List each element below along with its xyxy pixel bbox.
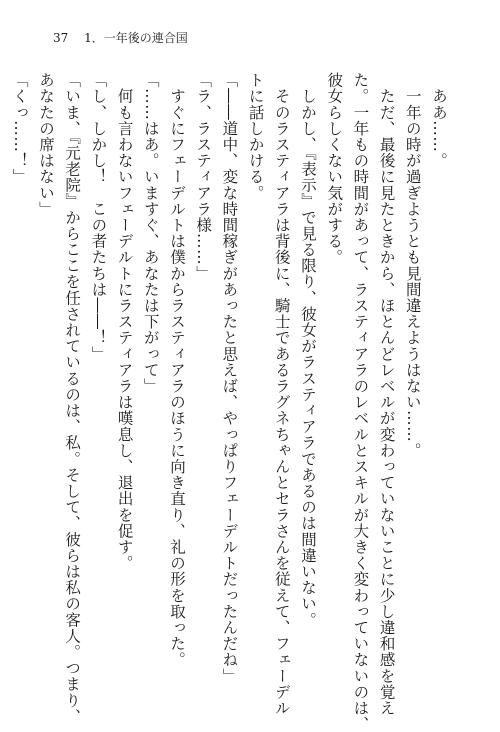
text-line: 彼女らしくない気がする。	[325, 72, 344, 266]
text-line: すぐにフェーデルトは僕からラスティアラのほうに向き直り、礼の形を取った。	[167, 72, 186, 668]
text-line: しかし、『表示』で見る限り、彼女がラスティアラであるのは間違いない。	[298, 72, 317, 628]
text-line: トに話しかける。	[246, 72, 265, 201]
text-line: 「し、しかし！ この者たちは――！」	[89, 72, 108, 362]
page-header	[53, 30, 188, 46]
text-line: 「ラ、ラスティアラ様……」	[194, 72, 213, 282]
text-line: た。一年もの時間があって、ラスティアラのレベルとスキルが大きく変わっていないのは、	[351, 72, 370, 732]
text-line: 一年の時が過ぎようとも見間違えようはない……。	[403, 72, 422, 459]
text-line: 「……はあ。いますぐ、あなたは下がって」	[141, 72, 160, 394]
text-line: ああ……。	[430, 72, 448, 169]
text-line: 「くっ……！」	[10, 72, 29, 185]
chapter-title: 1．一年後の連合国	[84, 31, 188, 45]
text-line: 「いま、『元老院』からここを任されているのは、私。そして、彼らは私の客人。つまり、	[63, 72, 82, 725]
text-line: 「――道中、変な時間稼ぎがあったと思えば、やっぱりフェーデルトだったんだね」	[220, 72, 239, 684]
text-line: 何も言わないフェーデルトにラスティアラは嘆息し、退出を促す。	[115, 72, 134, 572]
text-line: ただ、最後に見たときから、ほとんどレベルが変わっていないことに少し違和感を覚え	[377, 72, 396, 716]
body-text	[7, 72, 452, 732]
text-line: あなたの席はない」	[36, 72, 55, 217]
text-line: そのラスティアラは背後に、騎士であるラグネちゃんとセラさんを従えて、フェーデル	[272, 72, 291, 716]
page-number: 37	[53, 31, 69, 45]
